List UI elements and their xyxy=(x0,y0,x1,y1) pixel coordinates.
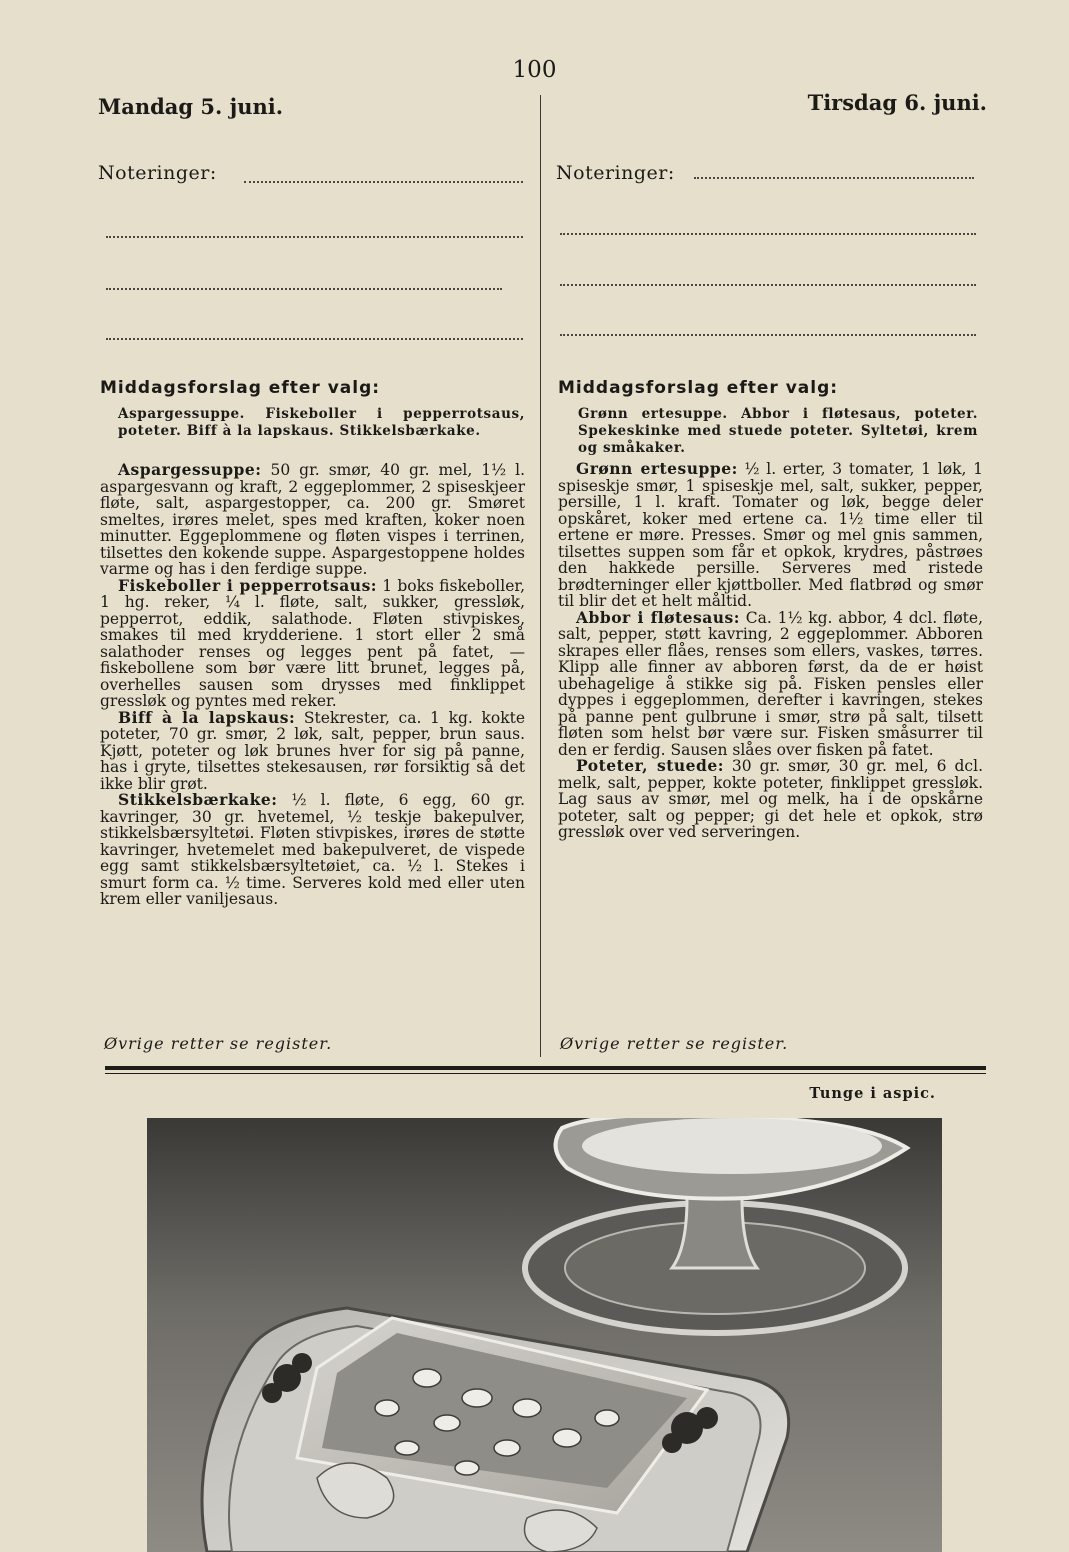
recipe-text: 50 gr. smør, 40 gr. mel, 1½ l. aspargesvann og kraft, 2 eggeplommer, 2 spiseskjeer fløte, salt, aspargestopper, ca. 200 gr. Smøret smeltes, irøres melet, spes med kraften, koker noen minutter. Eggeplommene og fløten vispes i terrinen, tilsettes den kokende suppe. Aspargestoppene holdes varme og has i den ferdige suppe. xyxy=(100,461,525,578)
day-heading-right: Tirsdag 6. juni. xyxy=(807,90,987,115)
notes-line-right-1[interactable] xyxy=(694,177,974,179)
recipe-name: Poteter, stuede: xyxy=(576,756,724,775)
recipe-text: 30 gr. smør, 30 gr. mel, 6 dcl. melk, salt, pepper, kokte poteter, finklippet gressløk. Lag saus av smør, mel og melk, ha i de opskårne poteter, salt og pepper; gi det hele et opkok, strø gressløk over ved serveringen. xyxy=(558,757,983,841)
menu-left: Aspargessuppe. Fiskeboller i pepperrotsaus, poteter. Biff à la lapskaus. Stikkelsbærkake. xyxy=(118,406,525,439)
recipe-paragraph xyxy=(558,607,983,759)
recipe-paragraph xyxy=(558,461,983,610)
notes-line-right-3[interactable] xyxy=(560,284,976,286)
recipe-paragraph xyxy=(100,462,525,578)
footer-note-left: Øvrige retter se register. xyxy=(104,1034,333,1053)
notes-label-right: Noteringer: xyxy=(556,162,675,184)
section-title-left: Middagsforslag efter valg: xyxy=(100,378,381,398)
notes-line-left-2[interactable] xyxy=(106,236,523,238)
footer-note-right: Øvrige retter se register. xyxy=(560,1034,789,1053)
recipe-paragraph xyxy=(558,758,983,841)
recipes-right xyxy=(558,461,983,841)
recipe-text: ½ l. erter, 3 tomater, 1 løk, 1 spiseskje smør, 1 spiseskje mel, salt, sukker, pepper, persille, 1 l. kraft. Tomater og løk, begge deler opskåret, koker med ertene ca. 1½ time eller til ertene er møre. Presses. Smør og mel gnis sammen, tilsettes suppen som får et opkok, krydres, påstrøes den hakkede persille. Serveres med ristede brødterninger eller kjøttboller. Med flatbrød og smør til blir det et helt måltid. xyxy=(558,460,983,610)
recipe-text: ½ l. fløte, 6 egg, 60 gr. kavringer, 30 gr. hvetemel, ½ teskje bakepulver, stikkelsbærsyltetøi. Fløten stivpiskes, irøres de støtte kavringer, hvetemelet med bakepulveret, de vispede egg samt stikkelsbærsyltetøiet, ca. ½ l. Stekes i smurt form ca. ½ time. Serveres kold med eller uten krem eller vaniljesaus. xyxy=(100,791,525,908)
notes-line-left-4[interactable] xyxy=(106,338,523,340)
recipe-name: Biff à la lapskaus: xyxy=(118,707,296,727)
aspic-photo xyxy=(147,1118,942,1552)
section-title-right: Middagsforslag efter valg: xyxy=(558,378,839,398)
recipes-left xyxy=(100,462,525,908)
notes-line-right-2[interactable] xyxy=(560,233,976,235)
recipe-name: Aspargessuppe: xyxy=(118,460,262,479)
notes-label-left: Noteringer: xyxy=(98,162,217,184)
recipe-text: Stekrester, ca. 1 kg. kokte poteter, 70 gr. smør, 2 løk, salt, pepper, brun saus. Kjøtt, poteter og løk brunes hver for sig på panne, has i gryte, tilsettes stekesausen, rør forsiktig så det ikke blir grøt. xyxy=(100,708,526,793)
menu-right: Grønn ertesuppe. Abbor i fløtesaus, poteter. Spekeskinke med stuede poteter. Syltetøi, krem og småkaker. xyxy=(578,406,978,456)
recipe-name: Fiskeboller i pepperrotsaus: xyxy=(118,575,378,595)
recipe-name: Stikkelsbærkake: xyxy=(118,790,278,809)
recipe-name: Grønn ertesuppe: xyxy=(576,459,738,478)
notes-line-left-3[interactable] xyxy=(106,288,502,290)
column-divider xyxy=(540,95,541,1057)
notes-line-left-1[interactable] xyxy=(244,181,523,183)
photo-caption: Tunge i aspic. xyxy=(809,1085,936,1102)
recipe-text: 1 boks fiskeboller, 1 hg. reker, ¼ l. fløte, salt, sukker, gressløk, pepperrot, eddik, salathode. Fløten stivpiskes, smakes til med krydderiene. 1 stort eller 2 små salathoder renses og legges pent på fatet, — fiskebollene som bør være litt brunet, legges på, overhelles sausen som drysses med finklippet gressløk og pyntes med reker. xyxy=(100,576,525,710)
recipe-name: Abbor i fløtesaus: xyxy=(576,607,740,627)
recipe-text: Ca. 1½ kg. abbor, 4 dcl. fløte, salt, pepper, støtt kavring, 2 eggeplommer. Abboren skrapes eller flåes, renses som ellers, vaskes, tørres. Klipp alle finner av abboren først, da de er høist ubehagelige å stikke sig på. Fisken pensles eller dyppes i eggeplommen, derefter i kavringen, stekes på panne pent gulbrune i smør, strø på salt, tilsett fløten som helst bør være sur. Fisken småsurrer til den er ferdig. Sausen slåes over fisken på fatet. xyxy=(558,608,983,759)
page-number: 100 xyxy=(512,57,557,83)
day-heading-left: Mandag 5. juni. xyxy=(98,94,284,119)
rule-thick xyxy=(105,1066,986,1070)
recipe-paragraph xyxy=(100,792,525,908)
sauce-surface xyxy=(582,1118,882,1174)
notes-line-right-4[interactable] xyxy=(560,334,976,336)
rule-thin xyxy=(105,1073,986,1074)
recipe-paragraph xyxy=(100,707,526,793)
recipe-paragraph xyxy=(100,575,525,710)
